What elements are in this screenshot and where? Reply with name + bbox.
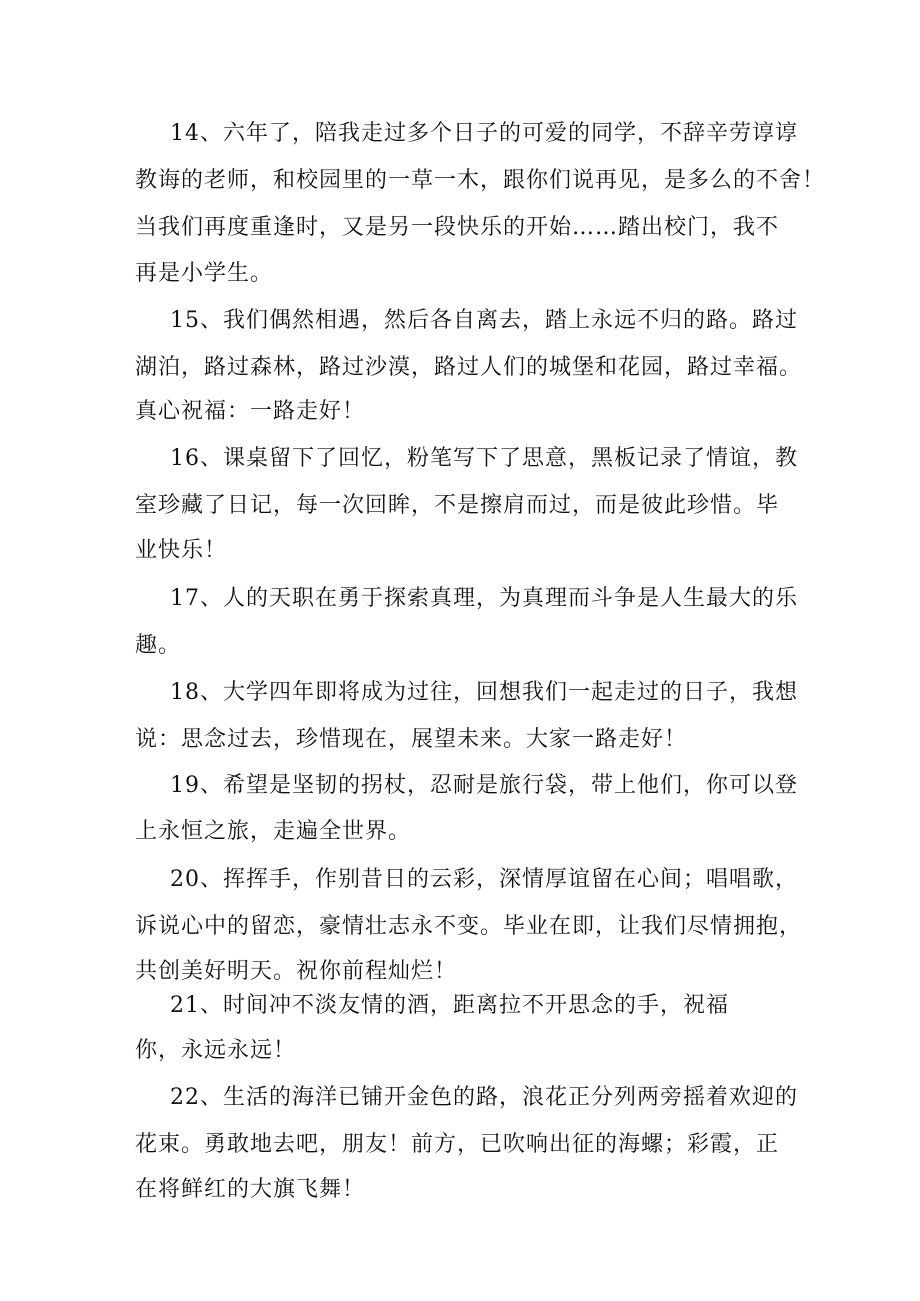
paragraph-line: 再是小学生。	[135, 261, 274, 286]
paragraph-line: 共创美好明天。祝你前程灿烂！	[135, 959, 458, 984]
paragraph-line: 你，永远永远！	[135, 1038, 297, 1063]
paragraph-line: 17、人的天职在勇于探索真理，为真理而斗争是人生最大的乐	[170, 586, 798, 611]
paragraph-line: 真心祝福：一路走好！	[135, 399, 366, 424]
paragraph-line: 22、生活的海洋已铺开金色的路，浪花正分列两旁摇着欢迎的	[170, 1085, 798, 1110]
paragraph-line: 21、时间冲不淡友情的酒，距离拉不开思念的手，祝福	[170, 993, 729, 1018]
paragraph-line: 20、挥挥手，作别昔日的云彩，深情厚谊留在心间；唱唱歌，	[170, 867, 798, 892]
paragraph-line: 上永恒之旅，走遍全世界。	[135, 819, 412, 844]
paragraph-line: 教诲的老师，和校园里的一草一木，跟你们说再见，是多么的不舍！	[135, 168, 826, 193]
paragraph-line: 在将鲜红的大旗飞舞！	[135, 1177, 366, 1202]
paragraph-line: 说：思念过去，珍惜现在，展望未来。大家一路走好！	[135, 727, 688, 752]
paragraph-line: 室珍藏了日记，每一次回眸，不是擦肩而过，而是彼此珍惜。毕	[135, 493, 780, 518]
paragraph-line: 15、我们偶然相遇，然后各自离去，踏上永远不归的路。路过	[170, 308, 798, 333]
paragraph-line: 业快乐！	[135, 538, 228, 563]
paragraph-line: 18、大学四年即将成为过往，回想我们一起走过的日子，我想	[170, 680, 798, 705]
paragraph-line: 16、课桌留下了回忆，粉笔写下了思意，黑板记录了情谊，教	[170, 446, 798, 471]
paragraph-line: 19、希望是坚韧的拐杖，忍耐是旅行袋，带上他们，你可以登	[170, 773, 798, 798]
paragraph-line: 湖泊，路过森林，路过沙漠，路过人们的城堡和花园，路过幸福。	[135, 355, 803, 380]
paragraph-line: 14、六年了，陪我走过多个日子的可爱的同学，不辞辛劳谆谆	[170, 121, 798, 146]
paragraph-line: 诉说心中的留恋，豪情壮志永不变。毕业在即，让我们尽情拥抱，	[135, 914, 803, 939]
paragraph-line: 花束。勇敢地去吧，朋友！前方，已吹响出征的海螺；彩霞，正	[135, 1132, 780, 1157]
paragraph-line: 当我们再度重逢时，又是另一段快乐的开始……踏出校门，我不	[135, 215, 780, 240]
paragraph-line: 趣。	[135, 633, 182, 658]
